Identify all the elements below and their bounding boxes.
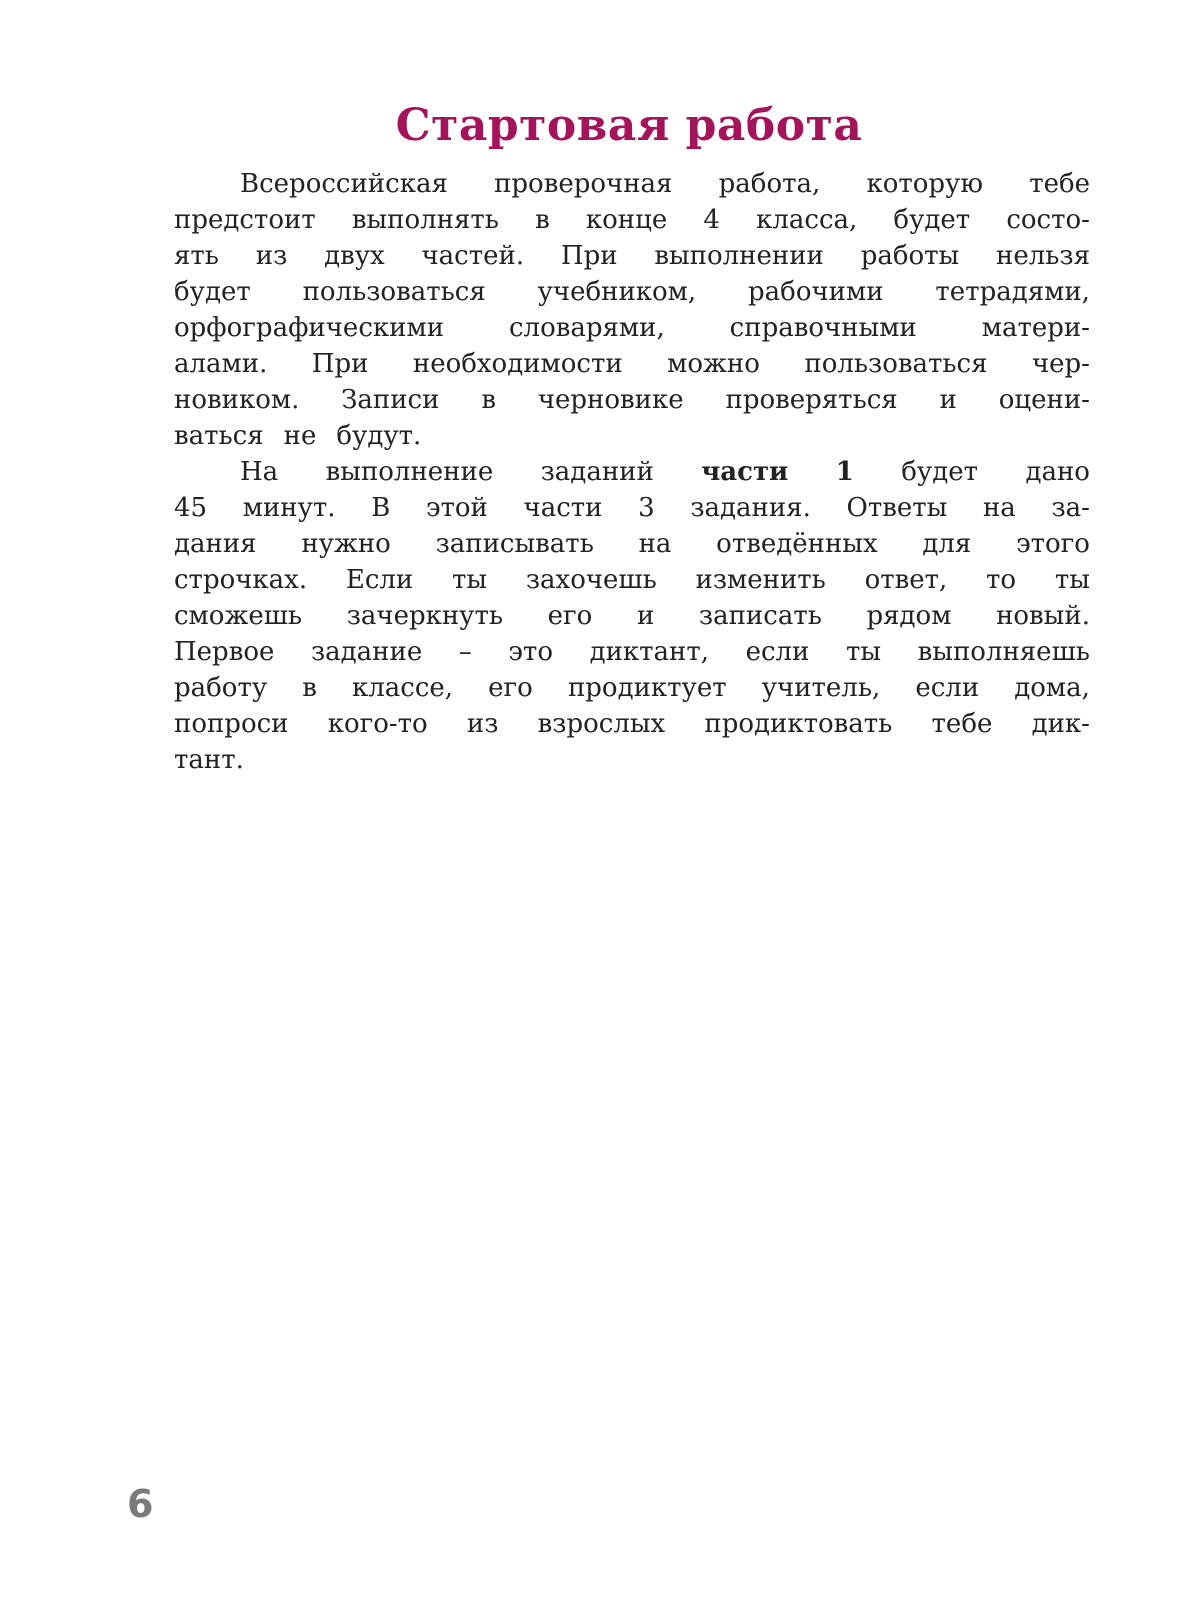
page-title: Стартовая работа: [395, 100, 863, 151]
word: ваться: [174, 421, 264, 451]
word: 1: [835, 457, 854, 487]
word: классе,: [352, 673, 454, 703]
word: работу: [174, 673, 268, 703]
text-line: [174, 526, 1090, 562]
word: будет: [174, 277, 251, 307]
word: захочешь: [525, 565, 657, 595]
word: учебником,: [537, 277, 697, 307]
word: алами.: [174, 349, 268, 379]
word: взрослых: [537, 709, 666, 739]
word: Ответы: [846, 493, 948, 523]
word: На: [240, 457, 279, 487]
word: этого: [1016, 529, 1090, 559]
text-line: [174, 670, 1090, 706]
page-number: 6: [127, 1482, 154, 1526]
word: При: [560, 241, 618, 271]
word: диктант,: [589, 637, 710, 667]
word: заданий: [540, 457, 654, 487]
word: продиктовать: [704, 709, 893, 739]
word: Первое: [174, 637, 275, 667]
word: дано: [1025, 457, 1090, 487]
paragraph: [174, 166, 1090, 454]
word: тебе: [1029, 169, 1090, 199]
word: учитель,: [761, 673, 881, 703]
word: из: [255, 241, 288, 271]
word: частей.: [421, 241, 525, 271]
text-line: [174, 202, 1090, 238]
word: строчках.: [174, 565, 308, 595]
word: и: [636, 601, 655, 631]
text-line: [174, 418, 1090, 454]
word: в: [535, 205, 550, 235]
word: справочными: [729, 313, 917, 343]
word: будет: [901, 457, 979, 487]
text-line: [174, 346, 1090, 382]
word: матери-: [981, 313, 1090, 343]
word: необходимости: [412, 349, 623, 379]
word: кого-то: [327, 709, 428, 739]
text-body: [174, 166, 1090, 778]
word: дома,: [1014, 673, 1090, 703]
word: зачеркнуть: [346, 601, 504, 631]
word: пользоваться: [302, 277, 486, 307]
word: ты: [1054, 565, 1090, 595]
word: проверочная: [494, 169, 673, 199]
word: записывать: [435, 529, 594, 559]
text-line: [174, 166, 1090, 202]
word: записать: [698, 601, 822, 631]
text-line: [174, 382, 1090, 418]
word: конце: [585, 205, 668, 235]
word: и: [939, 385, 957, 415]
word: за-: [1051, 493, 1090, 523]
paragraph: [174, 454, 1090, 778]
word: 3: [638, 493, 655, 523]
word: –: [458, 637, 472, 667]
word: новый.: [996, 601, 1090, 631]
word: тант.: [174, 745, 244, 775]
text-line: [174, 562, 1090, 598]
word: При: [311, 349, 369, 379]
word: новиком.: [174, 385, 300, 415]
word: проверяться: [725, 385, 898, 415]
word: выполнение: [325, 457, 494, 487]
word: будут.: [336, 421, 422, 451]
word: для: [922, 529, 972, 559]
word: если: [915, 673, 980, 703]
word: продиктует: [567, 673, 727, 703]
word: предстоит: [174, 205, 316, 235]
word: нельзя: [996, 241, 1090, 271]
word: класса,: [756, 205, 858, 235]
word: в: [481, 385, 496, 415]
word: рядом: [866, 601, 952, 631]
word: выполнять: [351, 205, 499, 235]
word: Записи: [341, 385, 440, 415]
word: это: [508, 637, 553, 667]
word: тебе: [931, 709, 993, 739]
text-line: [174, 706, 1090, 742]
word: 4: [703, 205, 720, 235]
word: задание: [310, 637, 423, 667]
word: будет: [893, 205, 971, 235]
word: состо-: [1006, 205, 1090, 235]
word: ответ,: [864, 565, 948, 595]
word: не: [283, 421, 317, 451]
word: выполнении: [654, 241, 824, 271]
word: 45: [174, 493, 208, 523]
word: В: [371, 493, 391, 523]
word: части: [523, 493, 603, 523]
word: Если: [345, 565, 414, 595]
word: отведённых: [716, 529, 878, 559]
word: в: [302, 673, 317, 703]
word: минут.: [242, 493, 336, 523]
word: этой: [425, 493, 488, 523]
text-line: [174, 274, 1090, 310]
word: задания.: [690, 493, 811, 523]
word: можно: [667, 349, 760, 379]
word: работа,: [718, 169, 821, 199]
word: которую: [866, 169, 983, 199]
text-line: [174, 742, 1090, 778]
word: выполняешь: [917, 637, 1090, 667]
word: словарями,: [508, 313, 665, 343]
word: ты: [452, 565, 488, 595]
word: тетрадями,: [935, 277, 1090, 307]
text-line: [174, 238, 1090, 274]
word: Всероссийская: [240, 169, 448, 199]
word: двух: [324, 241, 385, 271]
word: ять: [174, 241, 219, 271]
word: пользоваться: [804, 349, 988, 379]
word: из: [466, 709, 499, 739]
word: дания: [174, 529, 257, 559]
text-line: [174, 454, 1090, 490]
word: на: [638, 529, 672, 559]
word: части: [701, 457, 789, 487]
text-line: [174, 598, 1090, 634]
text-line: [174, 634, 1090, 670]
word: нужно: [301, 529, 391, 559]
word: работы: [860, 241, 960, 271]
word: чер-: [1031, 349, 1090, 379]
word: дик-: [1031, 709, 1090, 739]
text-line: [174, 310, 1090, 346]
word: изменить: [695, 565, 826, 595]
word: попроси: [174, 709, 289, 739]
word: его: [488, 673, 533, 703]
word: ты: [845, 637, 882, 667]
word: орфографическими: [174, 313, 445, 343]
word: черновике: [537, 385, 684, 415]
word: рабочими: [748, 277, 884, 307]
word: на: [982, 493, 1016, 523]
word: то: [986, 565, 1017, 595]
word: сможешь: [174, 601, 303, 631]
word: оцени-: [998, 385, 1090, 415]
word: его: [547, 601, 593, 631]
text-line: [174, 490, 1090, 526]
word: если: [745, 637, 810, 667]
